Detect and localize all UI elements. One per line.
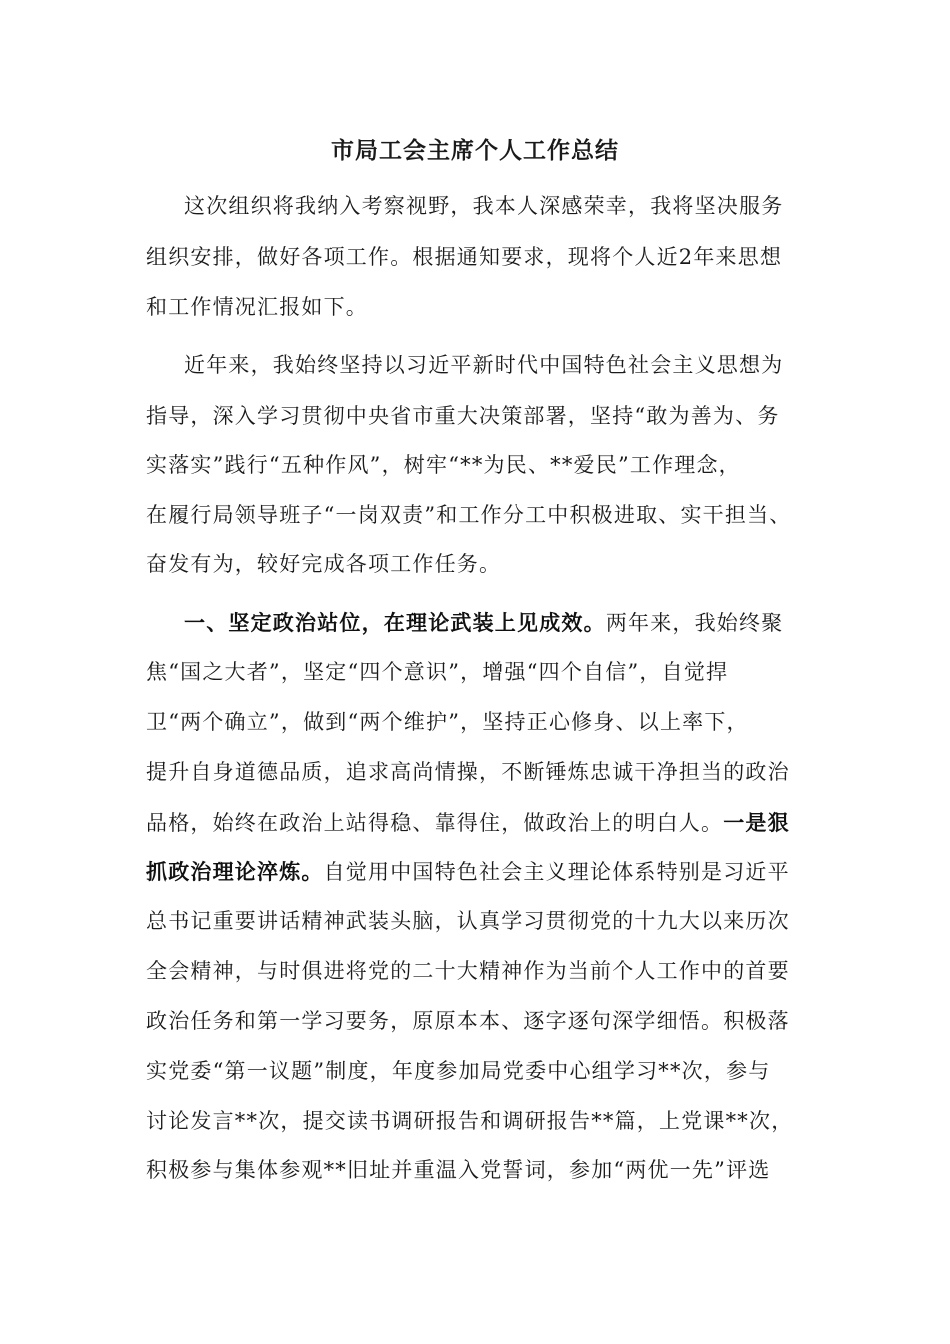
paragraph-3-line-6 xyxy=(146,861,790,883)
section-heading: 一、坚定政治站位，在理论武装上见成效。 xyxy=(184,610,606,635)
paragraph-3-line-1-text: 两年来，我始终聚 xyxy=(605,611,784,635)
paragraph-3-line-10: 实党委“第一议题”制度，年度参加局党委中心组学习**次，参与 xyxy=(146,1059,771,1083)
paragraph-1-line-2: 组织安排，做好各项工作。根据通知要求，现将个人近2年来思想 xyxy=(146,245,783,269)
paragraph-2-line-3: 实落实”践行“五种作风”，树牢“**为民、**爱民”工作理念， xyxy=(146,453,741,477)
subpoint-heading-start: 一是狠 xyxy=(723,810,790,835)
subpoint-heading-end: 抓政治理论淬炼。 xyxy=(146,859,324,884)
paragraph-3-line-9: 政治任务和第一学习要务，原原本本、逐字逐句深学细悟。积极落 xyxy=(146,1009,790,1033)
paragraph-3-line-1 xyxy=(184,612,783,634)
paragraph-3-line-2: 焦“国之大者”，坚定“四个意识”，增强“四个自信”，自觉捍 xyxy=(146,660,729,684)
paragraph-3-line-3: 卫“两个确立”，做到“两个维护”，坚持正心修身、以上率下， xyxy=(146,710,749,734)
paragraph-3-line-11: 讨论发言**次，提交读书调研报告和调研报告**篇，上党课**次， xyxy=(146,1109,794,1133)
paragraph-2-line-4: 在履行局领导班子“一岗双责”和工作分工中积极进取、实干担当、 xyxy=(146,503,792,527)
paragraph-1-line-1: 这次组织将我纳入考察视野，我本人深感荣幸，我将坚决服务 xyxy=(184,194,784,218)
paragraph-3-line-6-text: 自觉用中国特色社会主义理论体系特别是习近平 xyxy=(323,860,790,884)
paragraph-2-line-2: 指导，深入学习贯彻中央省市重大决策部署，坚持“敢为善为、务 xyxy=(146,404,780,428)
paragraph-3-line-5-text: 品格，始终在政治上站得稳、靠得住，做政治上的明白人。 xyxy=(146,811,724,835)
paragraph-3-line-12: 积极参与集体参观**旧址并重温入党誓词，参加“两优一先”评选 xyxy=(146,1158,771,1182)
paragraph-3-line-4: 提升自身道德品质，追求高尚情操，不断锤炼忠诚干净担当的政治 xyxy=(146,760,790,784)
paragraph-2-line-1: 近年来，我始终坚持以习近平新时代中国特色社会主义思想为 xyxy=(184,353,784,377)
paragraph-1-line-3: 和工作情况汇报如下。 xyxy=(146,295,368,319)
paragraph-3-line-5 xyxy=(146,812,790,834)
paragraph-3-line-7: 总书记重要讲话精神武装头脑，认真学习贯彻党的十九大以来历次 xyxy=(146,909,790,933)
paragraph-2-line-5: 奋发有为，较好完成各项工作任务。 xyxy=(146,552,502,576)
document-title: 市局工会主席个人工作总结 xyxy=(331,137,619,164)
paragraph-3-line-8: 全会精神，与时俱进将党的二十大精神作为当前个人工作中的首要 xyxy=(146,959,790,983)
